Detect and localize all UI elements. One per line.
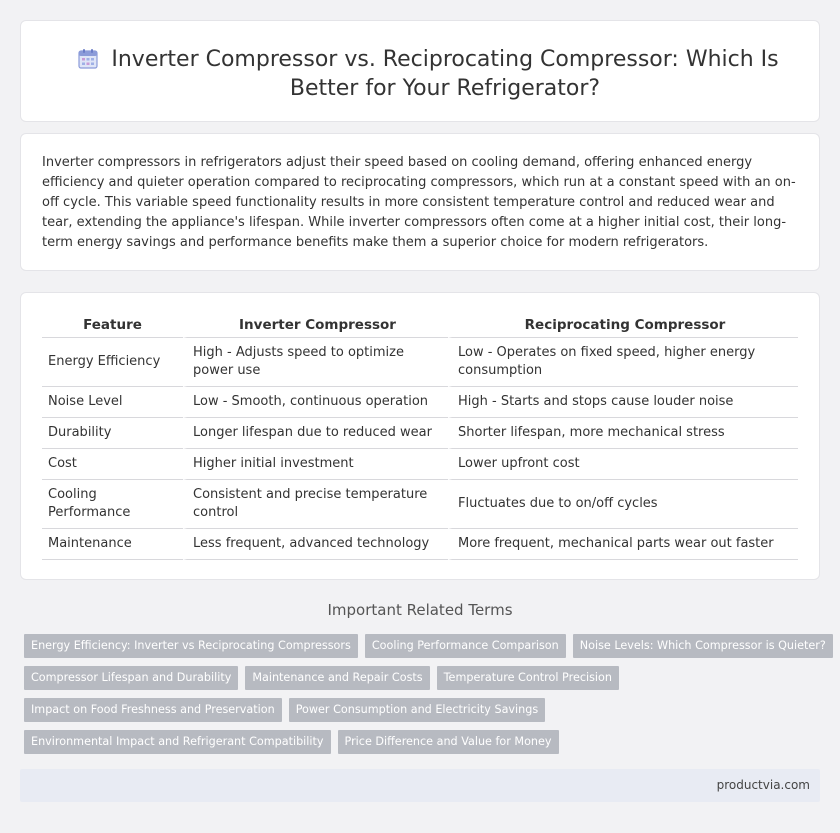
cell-reciprocating: Low - Operates on fixed speed, higher energy consumption xyxy=(448,338,798,387)
cell-inverter: Consistent and precise temperature control xyxy=(183,480,448,529)
cell-reciprocating: Lower upfront cost xyxy=(448,449,798,480)
tag-row xyxy=(24,634,826,658)
tag-link[interactable]: Impact on Food Freshness and Preservation xyxy=(24,698,282,722)
footer-bar xyxy=(20,769,820,802)
cell-feature: Cooling Performance xyxy=(42,480,183,529)
footer-site-link[interactable]: productvia.com xyxy=(716,778,810,792)
cell-inverter: Higher initial investment xyxy=(183,449,448,480)
related-terms-heading: Important Related Terms xyxy=(327,601,513,619)
tag-row xyxy=(24,666,814,690)
tag-row xyxy=(24,730,814,754)
cell-inverter: High - Adjusts speed to optimize power use xyxy=(183,338,448,387)
table-header-row xyxy=(42,315,798,338)
tag-link[interactable]: Energy Efficiency: Inverter vs Reciprocating Compressors xyxy=(24,634,358,658)
header-feature: Feature xyxy=(42,315,183,338)
cell-feature: Durability xyxy=(42,418,183,449)
page-title: Inverter Compressor vs. Reciprocating Compressor: Which Is Better for Your Refrigerator? xyxy=(111,47,779,101)
comparison-card xyxy=(20,292,820,580)
cell-feature: Maintenance xyxy=(42,529,183,560)
tag-link[interactable]: Temperature Control Precision xyxy=(437,666,619,690)
cell-feature: Noise Level xyxy=(42,387,183,418)
tag-link[interactable]: Noise Levels: Which Compressor is Quieter? xyxy=(573,634,833,658)
table-row xyxy=(42,529,798,560)
table-row xyxy=(42,480,798,529)
table-row xyxy=(42,449,798,480)
tag-link[interactable]: Power Consumption and Electricity Savings xyxy=(289,698,545,722)
cell-feature: Cost xyxy=(42,449,183,480)
tag-link[interactable]: Environmental Impact and Refrigerant Compatibility xyxy=(24,730,331,754)
cell-inverter: Longer lifespan due to reduced wear xyxy=(183,418,448,449)
intro-paragraph: Inverter compressors in refrigerators adjust their speed based on cooling demand, offering enhanced energy efficiency and quieter operation compared to reciprocating compressors, which run at a constant speed with an on-off cycle. This variable speed functionality results in more consistent temperature control and reduced wear and tear, extending the appliance's lifespan. While inverter compressors often come at a higher initial cost, their long-term energy savings and performance benefits make them a superior choice for modern refrigerators. xyxy=(42,155,796,250)
related-tags xyxy=(24,634,826,762)
title-card xyxy=(20,20,820,122)
cell-reciprocating: High - Starts and stops cause louder noise xyxy=(448,387,798,418)
cell-reciprocating: Fluctuates due to on/off cycles xyxy=(448,480,798,529)
tag-row xyxy=(24,698,814,722)
table-row xyxy=(42,418,798,449)
header-inverter: Inverter Compressor xyxy=(183,315,448,338)
comparison-table xyxy=(42,315,798,560)
table-row xyxy=(42,338,798,387)
calendar-icon xyxy=(76,47,100,71)
header-reciprocating: Reciprocating Compressor xyxy=(448,315,798,338)
tag-link[interactable]: Cooling Performance Comparison xyxy=(365,634,566,658)
cell-feature: Energy Efficiency xyxy=(42,338,183,387)
cell-inverter: Low - Smooth, continuous operation xyxy=(183,387,448,418)
intro-card xyxy=(20,133,820,271)
tag-link[interactable]: Price Difference and Value for Money xyxy=(338,730,559,754)
cell-reciprocating: More frequent, mechanical parts wear out faster xyxy=(448,529,798,560)
tag-link[interactable]: Maintenance and Repair Costs xyxy=(245,666,429,690)
tag-link[interactable]: Compressor Lifespan and Durability xyxy=(24,666,238,690)
cell-inverter: Less frequent, advanced technology xyxy=(183,529,448,560)
table-row xyxy=(42,387,798,418)
cell-reciprocating: Shorter lifespan, more mechanical stress xyxy=(448,418,798,449)
